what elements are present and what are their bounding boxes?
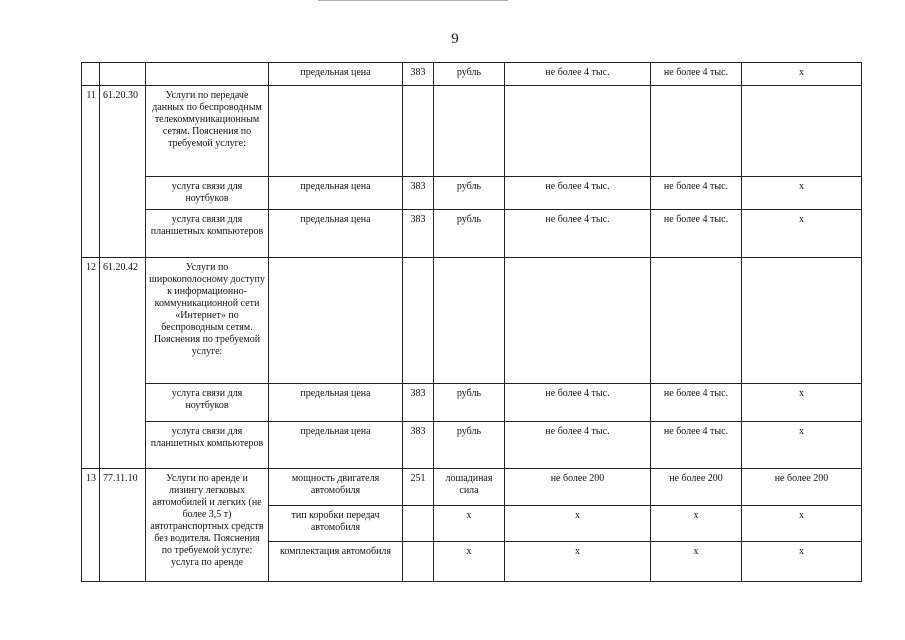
cell-value2: х bbox=[651, 542, 742, 582]
cell-characteristic: предельная цена bbox=[269, 63, 403, 86]
page-number: 9 bbox=[451, 31, 459, 47]
cell-value3: х bbox=[742, 63, 862, 86]
sub-service-name: услуга связи для планшетных компьютеров bbox=[146, 422, 269, 469]
cell-code: 383 bbox=[403, 422, 434, 469]
cell-value3: х bbox=[742, 384, 862, 422]
cell-value3: не более 200 bbox=[742, 469, 862, 506]
table-row bbox=[82, 177, 862, 210]
cell-unit: рубль bbox=[434, 177, 505, 210]
table-row bbox=[82, 422, 862, 469]
cell-value1: не более 4 тыс. bbox=[505, 210, 651, 258]
service-name: Услуги по аренде и лизингу легковых автомобилей и легких (не более 3,5 т) автотранспортных средств без водителя. Пояснения по требуемой услуге: услуга по аренде bbox=[146, 469, 269, 582]
cell-value1: не более 200 bbox=[505, 469, 651, 506]
cell-unit: х bbox=[434, 542, 505, 582]
top-edge-line bbox=[318, 0, 508, 1]
row-number: 12 bbox=[82, 258, 100, 469]
empty-cell bbox=[403, 258, 434, 384]
okpd-code: 61.20.30 bbox=[100, 86, 146, 258]
cell-name bbox=[146, 63, 269, 86]
requirements-table bbox=[81, 62, 862, 582]
cell-value2: не более 4 тыс. bbox=[651, 422, 742, 469]
cell-characteristic: предельная цена bbox=[269, 210, 403, 258]
cell-code: 383 bbox=[403, 210, 434, 258]
okpd-code: 77.11.10 bbox=[100, 469, 146, 582]
cell-characteristic: тип коробки передач автомобиля bbox=[269, 506, 403, 542]
table-row bbox=[82, 384, 862, 422]
cell-value1: не более 4 тыс. bbox=[505, 422, 651, 469]
empty-cell bbox=[742, 86, 862, 177]
cell-value2: не более 4 тыс. bbox=[651, 177, 742, 210]
cell-value1: х bbox=[505, 506, 651, 542]
cell-unit: рубль bbox=[434, 63, 505, 86]
row-number: 13 bbox=[82, 469, 100, 582]
cell-characteristic: мощность двигателя автомобиля bbox=[269, 469, 403, 506]
cell-characteristic: предельная цена bbox=[269, 422, 403, 469]
sub-service-name: услуга связи для ноутбуков bbox=[146, 384, 269, 422]
cell-characteristic: комплектация автомобиля bbox=[269, 542, 403, 582]
cell-value3: х bbox=[742, 422, 862, 469]
cell-code: 383 bbox=[403, 177, 434, 210]
cell-value2: не более 4 тыс. bbox=[651, 63, 742, 86]
cell-unit: рубль bbox=[434, 422, 505, 469]
sub-service-name: услуга связи для планшетных компьютеров bbox=[146, 210, 269, 258]
cell-unit: рубль bbox=[434, 210, 505, 258]
row-number: 11 bbox=[82, 86, 100, 258]
empty-cell bbox=[434, 258, 505, 384]
cell-value1: х bbox=[505, 542, 651, 582]
cell-value3: х bbox=[742, 177, 862, 210]
cell-okpd bbox=[100, 63, 146, 86]
table-row bbox=[82, 258, 862, 384]
cell-unit: рубль bbox=[434, 384, 505, 422]
empty-cell bbox=[505, 258, 651, 384]
service-name: Услуги по передаче данных по беспроводным телекоммуникационным сетям. Пояснения по требуемой услуге: bbox=[146, 86, 269, 177]
cell-value1: не более 4 тыс. bbox=[505, 63, 651, 86]
table-row bbox=[82, 469, 862, 506]
empty-cell bbox=[269, 86, 403, 177]
empty-cell bbox=[269, 258, 403, 384]
cell-value2: не более 4 тыс. bbox=[651, 384, 742, 422]
empty-cell bbox=[651, 86, 742, 177]
empty-cell bbox=[434, 86, 505, 177]
empty-cell bbox=[505, 86, 651, 177]
cell-value3: х bbox=[742, 506, 862, 542]
okpd-code: 61.20.42 bbox=[100, 258, 146, 469]
cell-unit: х bbox=[434, 506, 505, 542]
cell-value3: х bbox=[742, 210, 862, 258]
cell-code bbox=[403, 542, 434, 582]
cell-code: 251 bbox=[403, 469, 434, 506]
cell-code bbox=[403, 506, 434, 542]
cell-value1: не более 4 тыс. bbox=[505, 384, 651, 422]
sub-service-name: услуга связи для ноутбуков bbox=[146, 177, 269, 210]
table-row bbox=[82, 63, 862, 86]
cell-value1: не более 4 тыс. bbox=[505, 177, 651, 210]
table-row bbox=[82, 210, 862, 258]
empty-cell bbox=[651, 258, 742, 384]
service-name: Услуги по широкополосному доступу к информационно-коммуникационной сети «Интернет» по беспроводным сетям. Пояснения по требуемой услуге: bbox=[146, 258, 269, 384]
cell-value2: не более 4 тыс. bbox=[651, 210, 742, 258]
cell-characteristic: предельная цена bbox=[269, 384, 403, 422]
table-row bbox=[82, 86, 862, 177]
cell-characteristic: предельная цена bbox=[269, 177, 403, 210]
cell-num bbox=[82, 63, 100, 86]
empty-cell bbox=[403, 86, 434, 177]
cell-unit: лошадиная сила bbox=[434, 469, 505, 506]
cell-value2: не более 200 bbox=[651, 469, 742, 506]
cell-code: 383 bbox=[403, 384, 434, 422]
empty-cell bbox=[742, 258, 862, 384]
cell-code: 383 bbox=[403, 63, 434, 86]
cell-value3: х bbox=[742, 542, 862, 582]
cell-value2: х bbox=[651, 506, 742, 542]
